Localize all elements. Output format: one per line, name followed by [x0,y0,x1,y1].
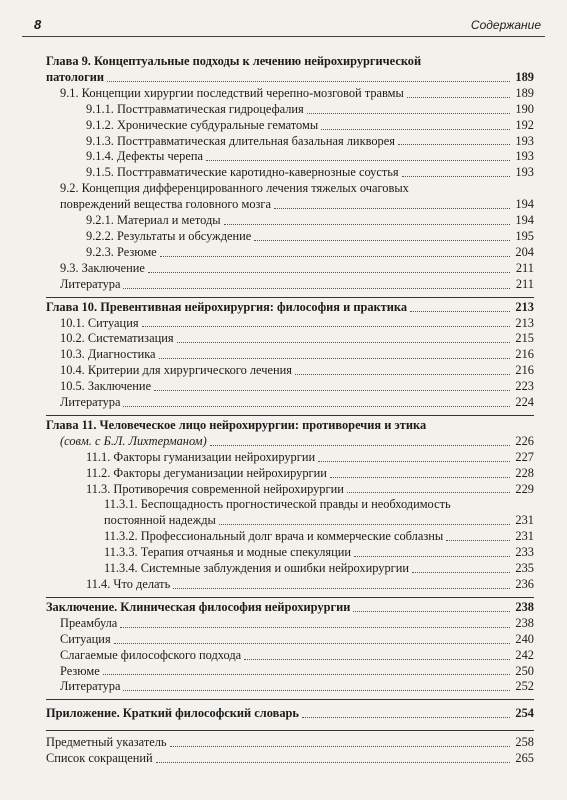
toc-entry: Слагаемые философского подхода 242 [60,647,534,662]
toc-entry-multiline: 11.3.1. Беспощадность прогностической правды и необходимость [104,497,451,512]
toc-entry: Литература 252 [60,679,534,694]
toc-entry: 9.1. Концепции хирургии последствий черепно-мозговой травмы 189 [60,85,534,100]
toc-entry: 9.1.2. Хронические субдуральные гематомы 192 [86,117,534,132]
toc-entry: Ситуация 240 [60,631,534,646]
page-header [22,16,545,37]
conclusion-title: Заключение. Клиническая философия нейрохирургии 238 [46,599,534,614]
appendix-title: Приложение. Краткий философский словарь 254 [46,706,534,721]
chapter-9-title: Глава 9. Концептуальные подходы к лечению нейрохирургической [46,54,422,68]
toc-entry: Резюме 250 [60,663,534,678]
chapter-11-coauthor: (совм. с Б.Л. Лихтерманом) 226 [60,433,534,448]
toc-entry: 11.3.3. Терапия отчаянья и модные спекуляции 233 [104,545,534,560]
appendix [46,699,534,726]
toc-entry: 9.2.1. Материал и методы 194 [86,213,534,228]
toc-entry: 11.4. Что делать 236 [86,577,534,591]
chapter-11 [46,415,534,593]
toc-entry: повреждений вещества головного мозга 194 [60,197,534,212]
toc-entry: 11.3.4. Системные заблуждения и ошибки нейрохирургии 235 [104,561,534,576]
toc-entry: 9.1.4. Дефекты черепа 193 [86,149,534,164]
toc-entry: 9.1.1. Посттравматическая гидроцефалия 190 [86,101,534,116]
toc-entry: 9.3. Заключение 211 [60,260,534,275]
chapter-9 [46,52,534,293]
toc-entry: Литература 211 [60,276,534,291]
chapter-10 [46,297,534,411]
toc-entry: 9.2.3. Резюме 204 [86,244,534,259]
toc-entry: 9.1.3. Посттравматическая длительная базальная ликворея 193 [86,133,534,148]
toc-entry: 10.3. Диагностика 216 [60,347,534,362]
toc-entry: Преамбула 238 [60,615,534,630]
chapter-9-title-cont: патологии 189 [46,69,534,84]
toc-entry: 9.2.2. Результаты и обсуждение 195 [86,228,534,243]
toc-entry: 10.2. Систематизация 215 [60,331,534,346]
page-number: 8 [34,17,42,32]
toc-entry: 10.1. Ситуация 213 [60,315,534,330]
index-section [46,730,534,767]
toc-entry: 11.1. Факторы гуманизации нейрохирургии 227 [86,449,534,464]
running-head: Содержание [470,18,541,32]
toc-entry: 11.3. Противоречия современной нейрохирургии 229 [86,481,534,496]
toc-entry: Список сокращений 265 [46,751,534,766]
toc-entry: 11.3.2. Профессиональный долг врача и коммерческие соблазны 231 [104,529,534,544]
chapter-11-title: Глава 11. Человеческое лицо нейрохирургии: противоречия и этика [46,417,427,432]
toc-entry: 10.5. Заключение 223 [60,379,534,394]
chapter-10-title: Глава 10. Превентивная нейрохирургия: философия и практика 213 [46,299,534,314]
toc-entry: Литература 224 [60,395,534,410]
toc-entry: 11.2. Факторы дегуманизации нейрохирургии 228 [86,465,534,480]
table-of-contents [46,52,534,771]
toc-entry: Предметный указатель 258 [46,735,534,750]
toc-entry: 10.4. Критерии для хирургического лечения 216 [60,363,534,378]
conclusion [46,597,534,695]
toc-entry: постоянной надежды 231 [104,513,534,528]
toc-entry-multiline: 9.2. Концепция дифференцированного лечения тяжелых очаговых [60,181,409,196]
toc-entry: 9.1.5. Посттравматические каротидно-кавернозные соустья 193 [86,165,534,180]
